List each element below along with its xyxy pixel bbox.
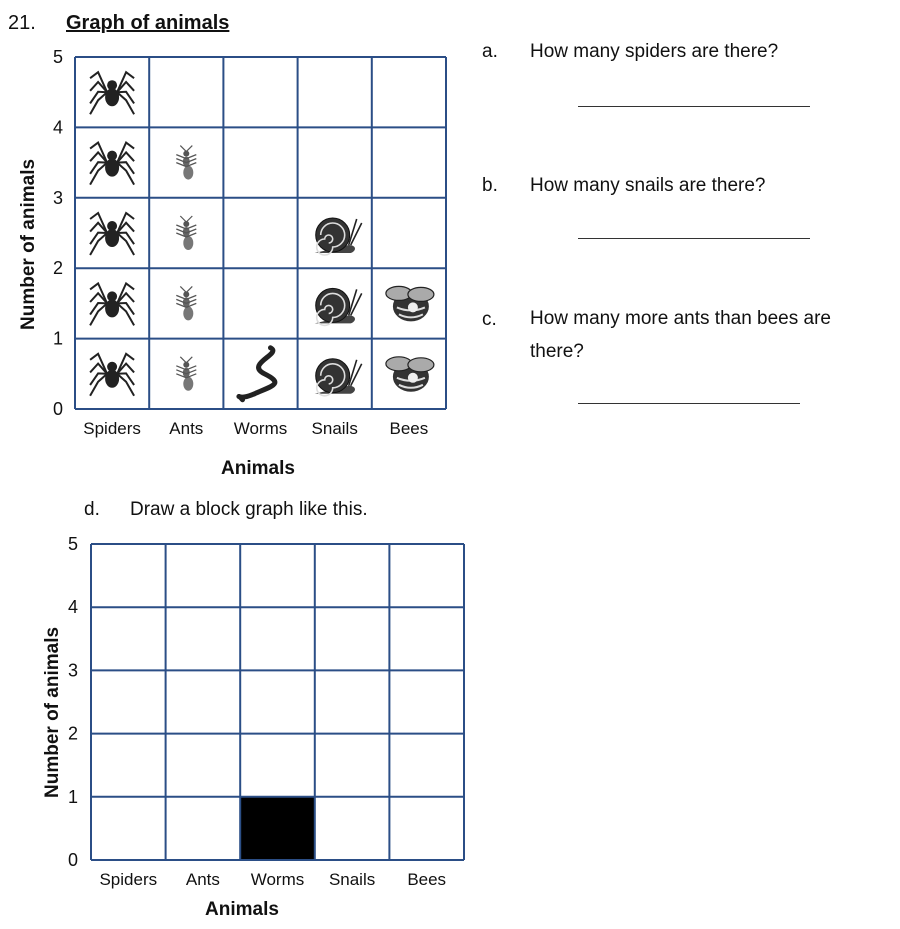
x-category-label: Ants [185,870,220,889]
y-tick-label: 0 [67,850,79,870]
question-number: 21. [8,12,36,34]
worm-icon [239,348,275,400]
y-tick-label: 2 [67,723,79,744]
ant-icon [176,286,196,320]
x-category-label: Snails [328,870,376,889]
y-tick-label: 2 [52,258,64,279]
x-category-label: Spiders [99,870,158,889]
x-category-label: Worms [250,870,305,889]
spider-icon [90,213,134,255]
pictogram-chart [0,0,470,450]
chart1-x-axis-label: Animals [221,458,295,479]
answer-blank-c[interactable] [578,403,800,404]
y-tick-label: 1 [52,328,64,349]
question-a-letter: a. [482,41,498,62]
x-category-label: Spiders [83,419,141,438]
question-c-letter: c. [482,309,497,330]
block-worms-1 [240,797,315,860]
x-category-label: Bees [407,870,447,889]
snail-icon [315,218,362,255]
spider-icon [90,354,134,396]
bee-icon [386,357,434,392]
snail-icon [315,288,362,325]
spider-icon [90,72,134,114]
chart2-x-axis-label: Animals [205,899,279,920]
chart1-y-axis-label: Number of animals [18,158,39,330]
x-category-label: Worms [233,419,288,438]
ant-icon [176,146,196,180]
x-category-label: Bees [389,419,429,438]
chart2-y-axis-label: Number of animals [42,626,63,798]
bee-icon [386,286,434,321]
question-d-letter: d. [84,499,100,520]
question-a-text: How many spiders are there? [530,41,779,62]
x-category-label: Snails [311,419,358,438]
ant-icon [176,216,196,250]
snail-icon [315,359,362,396]
question-d-text: Draw a block graph like this. [130,499,368,520]
ant-icon [176,357,196,391]
question-b-letter: b. [482,175,498,196]
y-tick-label: 3 [52,187,64,208]
question-c-text: How many more ants than bees are there? [530,308,831,362]
y-tick-label: 5 [52,47,64,67]
answer-blank-b[interactable] [578,238,810,239]
spider-icon [90,143,134,185]
y-tick-label: 4 [52,117,64,138]
question-b-text: How many snails are there? [530,175,766,196]
chart-title: Graph of animals [66,12,230,34]
x-category-label: Ants [169,419,204,438]
y-tick-label: 4 [67,597,79,618]
y-tick-label: 5 [67,534,79,554]
block-graph-chart [0,520,480,900]
spider-icon [90,283,134,325]
y-tick-label: 3 [67,660,79,681]
y-tick-label: 1 [67,786,79,807]
answer-blank-a[interactable] [578,106,810,107]
y-tick-label: 0 [52,399,64,419]
